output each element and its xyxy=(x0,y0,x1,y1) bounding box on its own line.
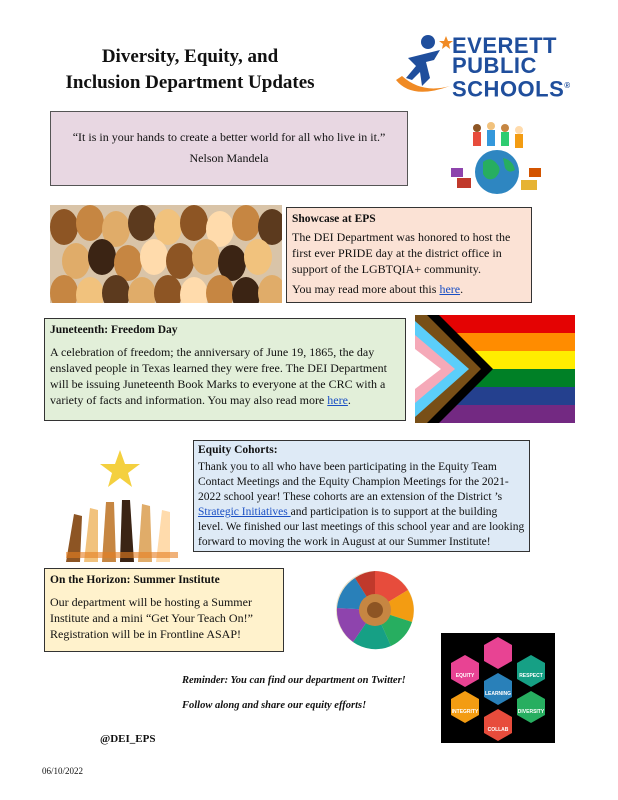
diverse-faces-illustration xyxy=(50,205,282,303)
value-label-collab: COLLAB xyxy=(487,727,509,733)
equity-cohorts-body-1: Thank you to all who have been participating in the Equity Team Contact Meetings and the Equity Champion Meetings for the 2021-2022 school year! These cohorts are an extension of the District ’s xyxy=(198,461,509,503)
summer-institute-box xyxy=(44,568,284,652)
document-date: 06/10/2022 xyxy=(42,766,84,776)
showcase-here-link[interactable]: here xyxy=(439,282,461,296)
value-label-integrity: INTEGRITY xyxy=(451,709,479,715)
showcase-body: The DEI Department was honored to host the first ever PRIDE day at the district office in support of the LGBTQIA+ community. xyxy=(292,230,511,276)
juneteenth-here-link[interactable]: here xyxy=(327,393,348,407)
showcase-more xyxy=(292,281,526,297)
follow-along-text: Follow along and share our equity efforts! xyxy=(182,700,367,711)
value-label-equity: EQUITY xyxy=(455,673,475,679)
district-values-hexagons xyxy=(441,633,555,743)
globe-with-people-illustration xyxy=(447,118,547,204)
equity-cohorts-heading: Equity Cohorts: xyxy=(198,444,278,456)
logo-line-2: PUBLIC xyxy=(452,53,537,78)
juneteenth-box xyxy=(44,318,406,421)
quote-author: Nelson Mandela xyxy=(189,151,269,165)
summer-institute-body: Our department will be hosting a Summer Institute and a mini “Get Your Teach On!” Registration will be in Frontline ASAP! xyxy=(50,595,253,641)
equity-cohorts-text xyxy=(198,460,525,550)
logo-line-1: EVERETT xyxy=(452,33,557,58)
summer-institute-heading: On the Horizon: Summer Institute xyxy=(50,574,220,586)
circle-of-hands-illustration xyxy=(335,570,415,650)
title-line-2: Inclusion Department Updates xyxy=(65,72,315,93)
progress-pride-flag xyxy=(415,315,575,423)
logo-line-3-text: SCHOOLS xyxy=(452,76,565,102)
showcase-heading: Showcase at EPS xyxy=(292,213,376,225)
juneteenth-heading: Juneteenth: Freedom Day xyxy=(50,324,178,336)
value-label-diversity: DIVERSITY xyxy=(517,709,545,715)
hands-reaching-star-illustration xyxy=(62,444,182,564)
juneteenth-suffix: . xyxy=(347,393,351,407)
runner-icon xyxy=(392,30,454,102)
title-line-1: Diversity, Equity, and xyxy=(101,46,279,67)
equity-cohorts-box xyxy=(193,440,530,552)
juneteenth-body: A celebration of freedom; the anniversary of June 19, 1865, the day enslaved people in Texas learned they were free. The DEI Department will be issuing Juneteenth Book Marks to everyone at the CRC with a variety of facts and information. You may also read more xyxy=(50,345,387,407)
value-label-learning: LEARNING xyxy=(484,691,512,697)
page-title xyxy=(40,44,340,96)
showcase-box xyxy=(286,207,532,303)
logo-line-3 xyxy=(452,76,571,102)
quote-box xyxy=(50,111,408,186)
twitter-reminder: Reminder: You can find our department on Twitter! xyxy=(182,675,406,686)
juneteenth-text xyxy=(50,344,400,408)
strategic-initiatives-link[interactable]: Strategic Initiatives xyxy=(198,506,291,518)
value-label-respect: RESPECT xyxy=(519,673,543,679)
equity-cohorts-body-2: and participation is to support at the building level. We finished our last meetings of this school year and are looking forward to moving the work in August at our Summer Institute! xyxy=(198,506,525,548)
everett-public-schools-logo xyxy=(392,30,592,102)
twitter-handle: @DEI_EPS xyxy=(100,733,156,745)
logo-wordmark xyxy=(452,33,571,102)
quote-text: “It is in your hands to create a better world for all who live in it.” xyxy=(72,130,386,144)
registered-mark: ® xyxy=(564,81,571,90)
showcase-more-prefix: You may read more about this xyxy=(292,282,440,296)
star-icon xyxy=(100,450,140,487)
showcase-more-suffix: . xyxy=(460,282,464,296)
